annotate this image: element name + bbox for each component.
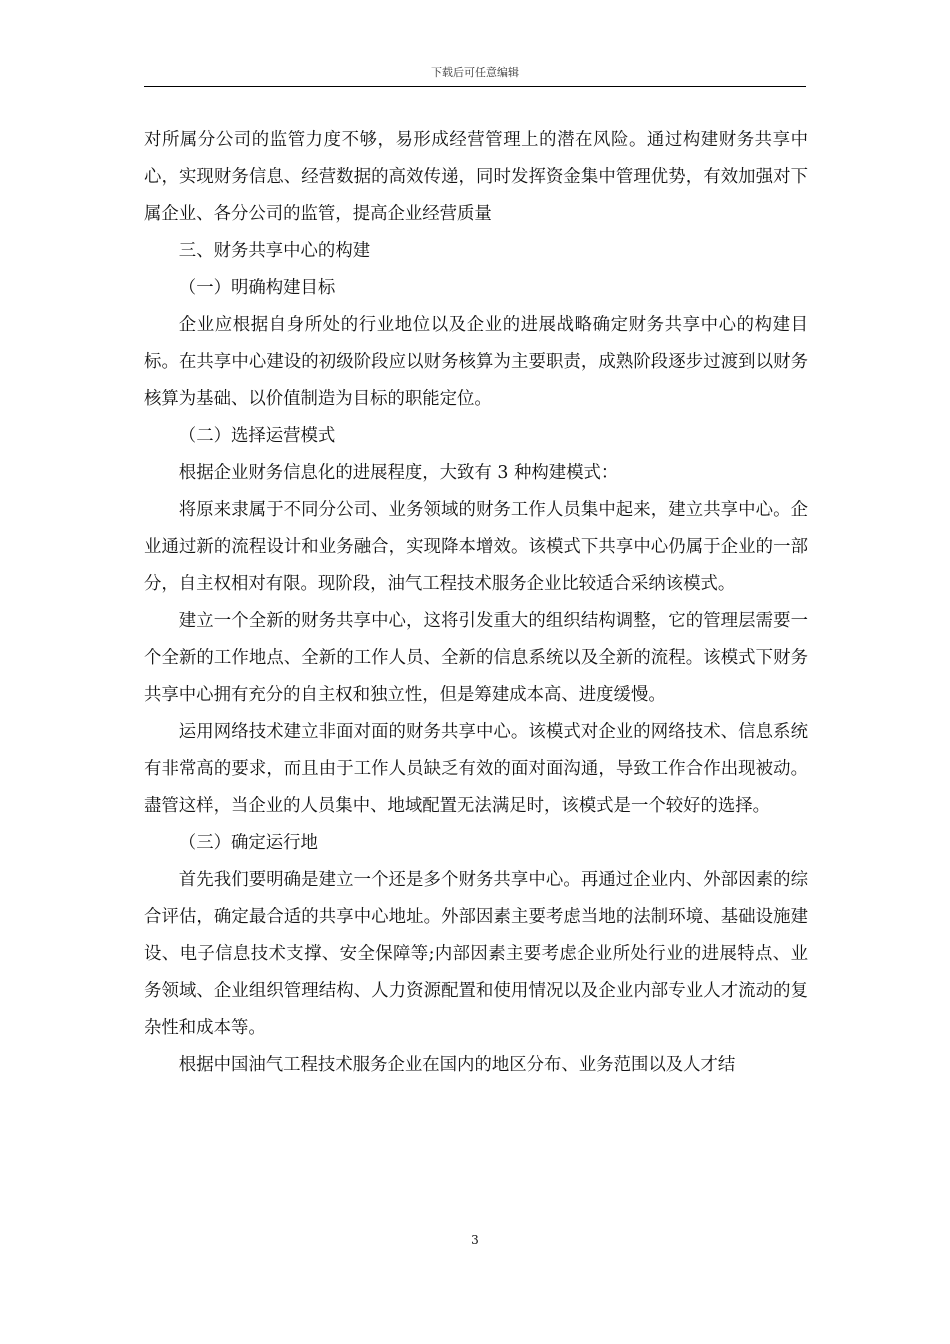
paragraph: 运用网络技术建立非面对面的财务共享中心。该模式对企业的网络技术、信息系统有非常高的要求，而且由于工作人员缺乏有效的面对面沟通，导致工作合作出现被动。盡管这样，当企业的人员集中、地域配置无法满足时，该模式是一个较好的选择。 [144,722,808,816]
subsection-heading: （二）选择运营模式 [178,426,336,446]
subsection-heading: （三）确定运行地 [178,833,318,853]
header-divider [144,86,806,87]
subsection-heading: （一）明确构建目标 [178,278,336,298]
paragraph: 将原来隶属于不同分公司、业务领域的财务工作人员集中起来，建立共享中心。企业通过新的流程设计和业务融合，实现降本增效。该模式下共享中心仍属于企业的一部分，自主权相对有限。现阶段，油气工程技术服务企业比较适合采纳该模式。 [144,500,808,594]
paragraph: 首先我们要明确是建立一个还是多个财务共享中心。再通过企业内、外部因素的综合评估，确定最合适的共享中心地址。外部因素主要考虑当地的法制环境、基础设施建设、电子信息技术支撑、安全保障等;内部因素主要考虑企业所处行业的进展特点、业务领域、企业组织管理结构、人力资源配置和使用情况以及企业内部专业人才流动的复杂性和成本等。 [144,870,808,1038]
paragraph: 企业应根据自身所处的行业地位以及企业的进展战略确定财务共享中心的构建目标。在共享中心建设的初级阶段应以财务核算为主要职责，成熟阶段逐步过渡到以财务核算为基础、以价值制造为目标的职能定位。 [144,315,808,409]
paragraph: 根据企业财务信息化的进展程度，大致有 3 种构建模式： [178,463,619,483]
page-number: 3 [471,1233,479,1247]
paragraph-continuation: 对所属分公司的监管力度不够，易形成经营管理上的潜在风险。通过构建财务共享中心，实现财务信息、经营数据的高效传递，同时发挥资金集中管理优势，有效加强对下属企业、各分公司的监管，提高企业经营质量 [144,130,808,224]
paragraph: 根据中国油气工程技术服务企业在国内的地区分布、业务范围以及人才结 [178,1055,736,1075]
document-body [144,122,808,1084]
page-header: 下载后可任意编辑 [431,66,519,79]
section-heading: 三、财务共享中心的构建 [178,241,371,261]
paragraph: 建立一个全新的财务共享中心，这将引发重大的组织结构调整，它的管理层需要一个全新的工作地点、全新的工作人员、全新的信息系统以及全新的流程。该模式下财务共享中心拥有充分的自主权和独立性，但是筹建成本高、进度缓慢。 [144,611,808,705]
